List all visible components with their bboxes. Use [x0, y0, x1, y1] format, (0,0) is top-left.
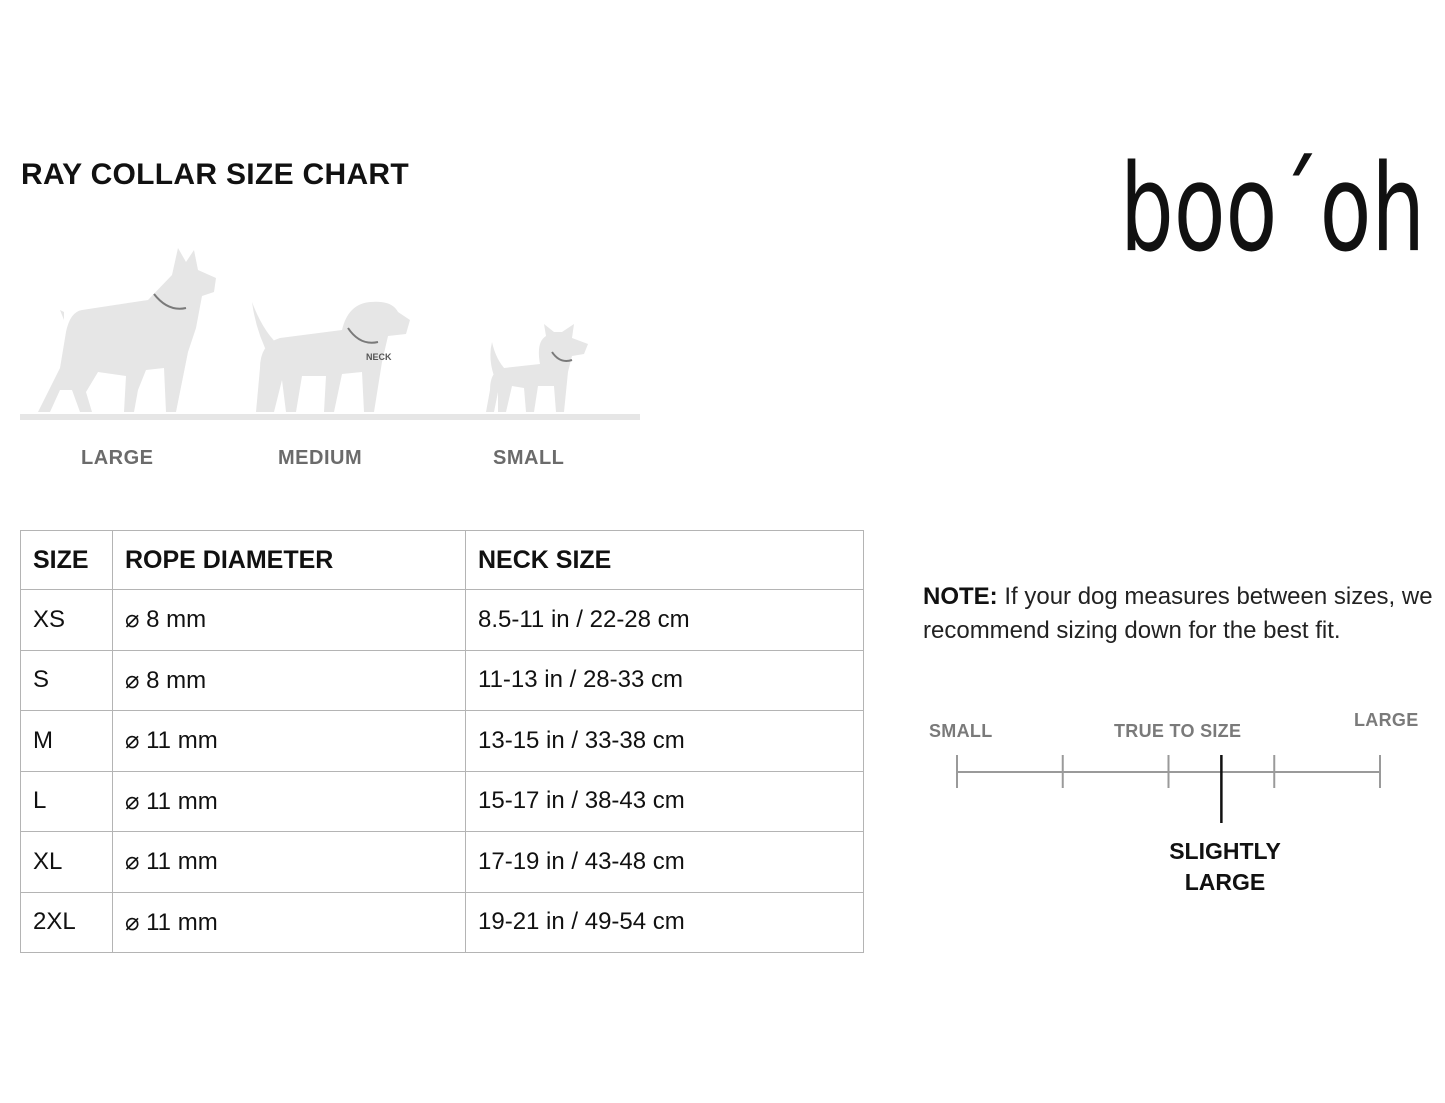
fit-result — [1140, 836, 1310, 898]
table-row — [21, 771, 864, 832]
rope-diameter-cell: ⌀ 8 mm — [113, 650, 466, 711]
neck-size-cell: 17-19 in / 43-48 cm — [466, 832, 864, 893]
size-cell: L — [21, 771, 113, 832]
header-rope-diameter: ROPE DIAMETER — [113, 531, 466, 590]
fit-scale-label-true: TRUE TO SIZE — [1114, 721, 1242, 741]
table-row — [21, 590, 864, 651]
note-text: If your dog measures between sizes, we recommend sizing down for the best fit. — [923, 583, 1433, 644]
neck-size-cell: 15-17 in / 38-43 cm — [466, 771, 864, 832]
fit-result-line1: SLIGHTLY — [1169, 838, 1281, 864]
size-cell: XL — [21, 832, 113, 893]
size-cell: XS — [21, 590, 113, 651]
size-table — [20, 530, 864, 953]
note-label: NOTE: — [923, 583, 998, 610]
rope-diameter-cell: ⌀ 11 mm — [113, 771, 466, 832]
ground-line — [20, 414, 640, 420]
size-cell: S — [21, 650, 113, 711]
page-title: RAY COLLAR SIZE CHART — [21, 158, 409, 191]
size-cell: M — [21, 711, 113, 772]
size-cell: 2XL — [21, 892, 113, 953]
fit-scale-label-large: LARGE — [1354, 710, 1419, 730]
dog-label-small: SMALL — [493, 447, 565, 469]
table-row — [21, 832, 864, 893]
rope-diameter-cell: ⌀ 8 mm — [113, 590, 466, 651]
dog-label-medium: MEDIUM — [278, 447, 363, 469]
large-dog-icon — [38, 248, 216, 412]
rope-diameter-cell: ⌀ 11 mm — [113, 892, 466, 953]
table-header-row — [21, 531, 864, 590]
brand-logo — [1120, 150, 1430, 260]
fit-scale — [940, 745, 1400, 835]
table-row — [21, 711, 864, 772]
header-neck-size: NECK SIZE — [466, 531, 864, 590]
neck-label: NECK — [366, 352, 392, 362]
rope-diameter-cell: ⌀ 11 mm — [113, 711, 466, 772]
fit-result-line2: LARGE — [1184, 869, 1266, 895]
neck-size-cell: 13-15 in / 33-38 cm — [466, 711, 864, 772]
table-row — [21, 650, 864, 711]
dog-label-large: LARGE — [81, 447, 154, 469]
neck-size-cell: 11-13 in / 28-33 cm — [466, 650, 864, 711]
dog-size-illustration — [20, 240, 642, 430]
neck-size-cell: 19-21 in / 49-54 cm — [466, 892, 864, 953]
brand-logo-text: boo´oh — [1120, 150, 1425, 260]
rope-diameter-cell: ⌀ 11 mm — [113, 832, 466, 893]
neck-size-cell: 8.5-11 in / 22-28 cm — [466, 590, 864, 651]
table-row — [21, 892, 864, 953]
fit-scale-label-small: SMALL — [929, 721, 993, 741]
sizing-note — [923, 580, 1433, 648]
header-size: SIZE — [21, 531, 113, 590]
small-dog-icon — [486, 324, 588, 412]
